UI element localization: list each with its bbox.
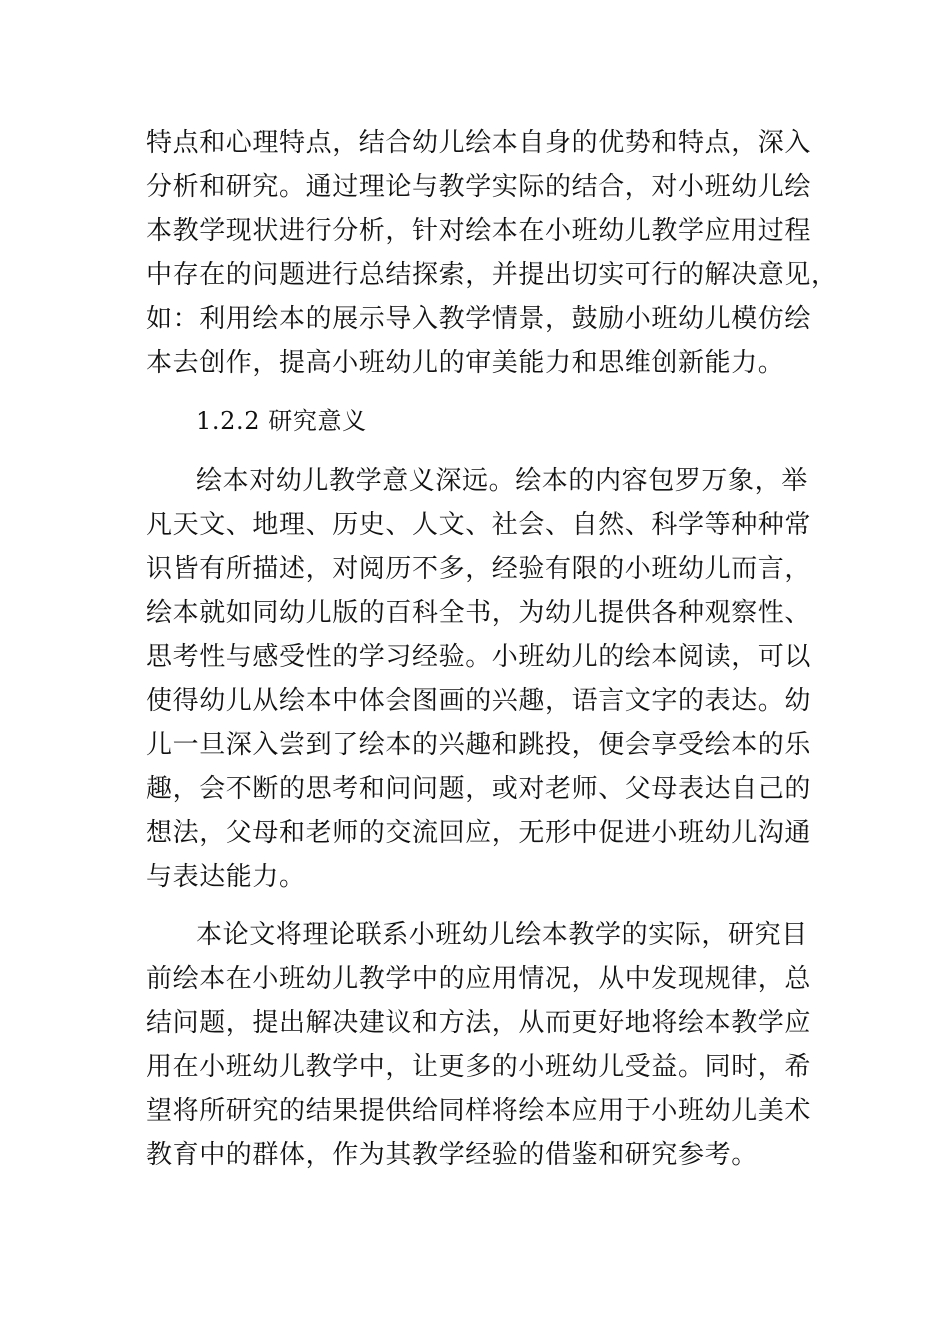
paragraph-2-line: 使得幼儿从绘本中体会图画的兴趣，语言文字的表达。幼 — [146, 686, 812, 716]
paragraph-2-line: 绘本对幼儿教学意义深远。绘本的内容包罗万象，举 — [196, 466, 808, 496]
paragraph-2-line: 与表达能力。 — [146, 862, 306, 892]
paragraph-2-line: 凡天文、地理、历史、人文、社会、自然、科学等种种常 — [146, 510, 812, 540]
paragraph-3-line: 望将所研究的结果提供给同样将绘本应用于小班幼儿美术 — [146, 1096, 812, 1126]
paragraph-2-line: 思考性与感受性的学习经验。小班幼儿的绘本阅读，可以 — [146, 642, 812, 672]
section-heading: 1.2.2 研究意义 — [196, 407, 367, 435]
paragraph-2-line: 识皆有所描述，对阅历不多，经验有限的小班幼儿而言， — [146, 554, 812, 584]
paragraph-2-line: 趣，会不断的思考和问问题，或对老师、父母表达自己的 — [146, 774, 812, 804]
paragraph-3-line: 前绘本在小班幼儿教学中的应用情况，从中发现规律，总 — [146, 964, 812, 994]
paragraph-3-line: 用在小班幼儿教学中，让更多的小班幼儿受益。同时，希 — [146, 1052, 812, 1082]
paragraph-1-line: 中存在的问题进行总结探索，并提出切实可行的解决意见， — [146, 260, 838, 290]
paragraph-1-line: 本去创作，提高小班幼儿的审美能力和思维创新能力。 — [146, 348, 785, 378]
paragraph-3-line: 本论文将理论联系小班幼儿绘本教学的实际，研究目 — [196, 920, 808, 950]
paragraph-2-line: 想法，父母和老师的交流回应，无形中促进小班幼儿沟通 — [146, 818, 812, 848]
paragraph-2-line: 绘本就如同幼儿版的百科全书，为幼儿提供各种观察性、 — [146, 598, 812, 628]
paragraph-1-line: 如：利用绘本的展示导入教学情景，鼓励小班幼儿模仿绘 — [146, 304, 812, 334]
paragraph-2-line: 儿一旦深入尝到了绘本的兴趣和跳投，便会享受绘本的乐 — [146, 730, 812, 760]
paragraph-3-line: 教育中的群体，作为其教学经验的借鉴和研究参考。 — [146, 1140, 758, 1170]
paragraph-1-line: 特点和心理特点，结合幼儿绘本自身的优势和特点，深入 — [146, 128, 812, 158]
paragraph-3-line: 结问题，提出解决建议和方法，从而更好地将绘本教学应 — [146, 1008, 812, 1038]
paragraph-1-line: 分析和研究。通过理论与教学实际的结合，对小班幼儿绘 — [146, 172, 812, 202]
paragraph-1-line: 本教学现状进行分析，针对绘本在小班幼儿教学应用过程 — [146, 216, 812, 246]
